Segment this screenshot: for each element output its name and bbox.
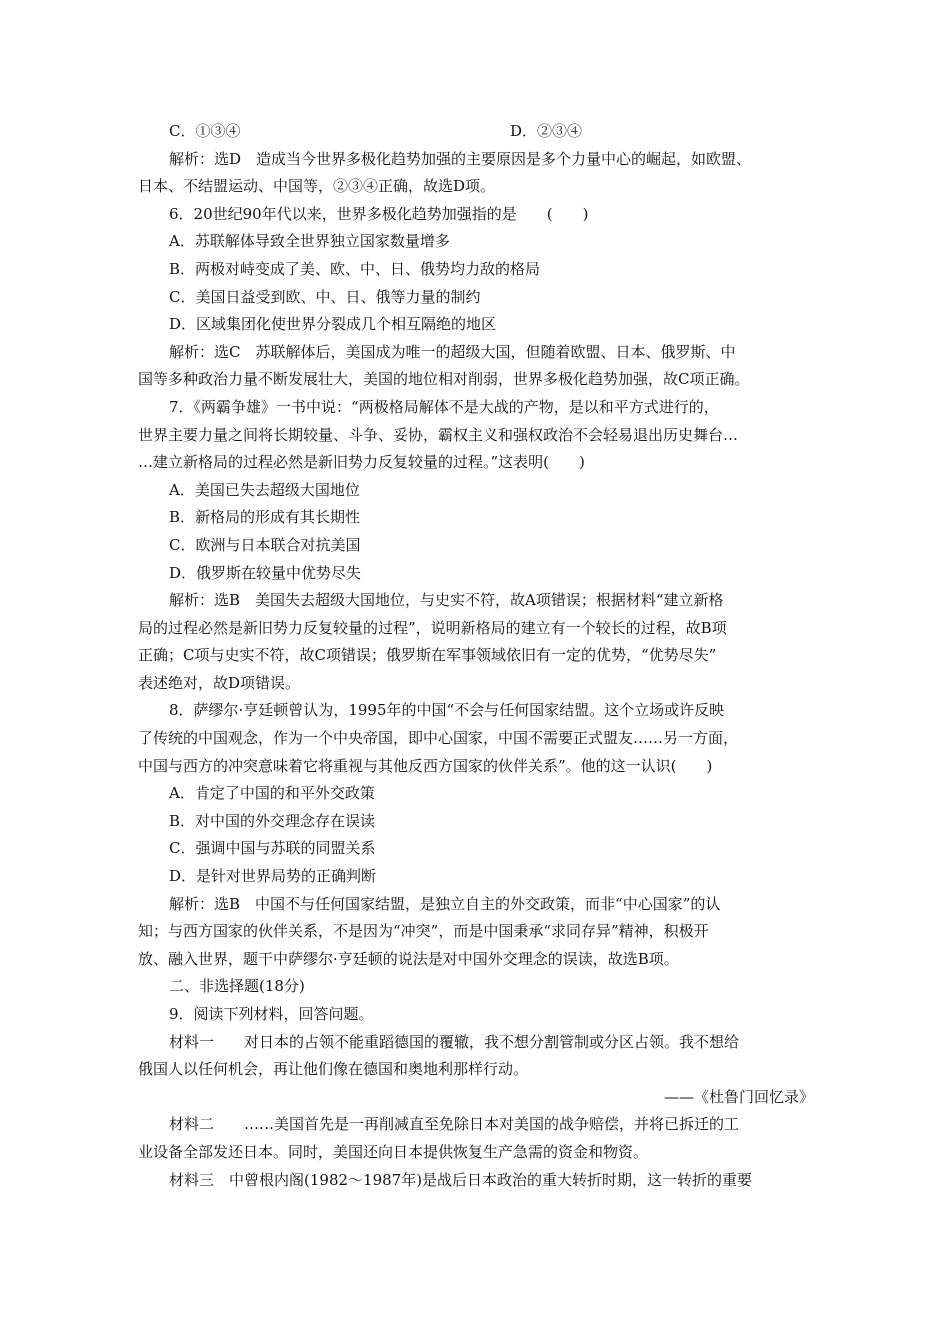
question-7-text: …建立新格局的过程必然是新旧势力反复较量的过程。”这表明( ) [138,453,585,472]
option-c: C．强调中国与苏联的同盟关系 [169,839,376,858]
analysis-text: 正确；C项与史实不符，故C项错误；俄罗斯在军事领域依旧有一定的优势，“优势尽失” [138,646,717,665]
option-c: C．①③④ [169,122,241,140]
analysis-text: 解析：选B 美国失去超级大国地位，与史实不符，故A项错误；根据材料“建立新格 [169,591,724,610]
option-b: B．新格局的形成有其长期性 [169,508,361,527]
section-heading: 二、非选择题(18分) [169,977,305,996]
material-3: 材料三 中曾根内阁(1982～1987年)是战后日本政治的重大转折时期，这一转折的重要 [169,1170,753,1189]
analysis-text: 解析：选C 苏联解体后，美国成为唯一的超级大国，但随着欧盟、日本、俄罗斯、中 [169,342,736,361]
option-c: C．美国日益受到欧、中、日、俄等力量的制约 [169,287,481,306]
option-d: D．是针对世界局势的正确判断 [169,867,377,886]
option-b: B．对中国的外交理念存在误读 [169,811,376,830]
analysis-text: 放、融入世界，题干中萨缪尔·亨廷顿的说法是对中国外交理念的误读，故选B项。 [138,949,679,968]
option-c: C．欧洲与日本联合对抗美国 [169,535,361,554]
question-8-text: 中国与西方的冲突意味着它将重视与其他反西方国家的伙伴关系”。他的这一认识( ) [138,756,713,775]
analysis-text: 表述绝对，故D项错误。 [138,673,301,692]
analysis-text: 解析：选D 造成当今世界多极化趋势加强的主要原因是多个力量中心的崛起，如欧盟、 [169,149,752,168]
material-2-text: 业设备全部发还日本。同时，美国还向日本提供恢复生产急需的资金和物资。 [138,1142,649,1161]
question-9: 9．阅读下列材料，回答问题。 [169,1005,374,1023]
document-page [138,118,818,1194]
option-d: D．俄罗斯在较量中优势尽失 [169,563,362,582]
question-8: 8．萨缪尔·亨廷顿曾认为，1995年的中国“不会与任何国家结盟。这个立场或许反映 [169,701,725,720]
material-1-text: 俄国人以任何机会，再让他们像在德国和奥地利那样行动。 [138,1060,529,1079]
option-b: B．两极对峙变成了美、欧、中、日、俄势均力敌的格局 [169,259,541,278]
question-8-text: 了传统的中国观念，作为一个中央帝国，即中心国家，中国不需要正式盟友……另一方面， [138,729,739,748]
option-a: A．肯定了中国的和平外交政策 [169,784,375,803]
analysis-text: 日本、不结盟运动、中国等，②③④正确，故选D项。 [138,177,496,196]
option-a: A．美国已失去超级大国地位 [169,480,360,499]
analysis-text: 知；与西方国家的伙伴关系，不是因为“冲突”，而是中国秉承“求同存异”精神，积极开 [138,922,709,941]
question-7-text: 世界主要力量之间将长期较量、斗争、妥协，霸权主义和强权政治不会轻易退出历史舞台… [138,425,739,444]
material-2: 材料二 ……美国首先是一再削减直至免除日本对美国的战争赔偿，并将已拆迁的工 [169,1115,740,1134]
option-d: D．②③④ [510,122,583,140]
material-1: 材料一 对日本的占领不能重蹈德国的覆辙，我不想分割管制或分区占领。我不想给 [169,1032,740,1051]
option-d: D．区域集团化使世界分裂成几个相互隔绝的地区 [169,315,497,334]
options-row-cd [138,118,818,146]
material-1-source: ——《杜鲁门回忆录》 [663,1087,814,1106]
question-6: 6．20世纪90年代以来，世界多极化趋势加强指的是 ( ) [169,204,589,223]
option-a: A．苏联解体导致全世界独立国家数量增多 [169,232,450,251]
analysis-text: 局的过程必然是新旧势力反复较量的过程”，说明新格局的建立有一个较长的过程，故B项 [138,618,727,637]
question-7: 7．《两霸争雄》一书中说：“两极格局解体不是大战的产物，是以和平方式进行的， [169,397,719,416]
analysis-text: 国等多种政治力量不断发展壮大，美国的地位相对削弱，世界多极化趋势加强，故C项正确。 [138,370,750,389]
analysis-text: 解析：选B 中国不与任何国家结盟，是独立自主的外交政策，而非“中心国家”的认 [169,894,721,913]
